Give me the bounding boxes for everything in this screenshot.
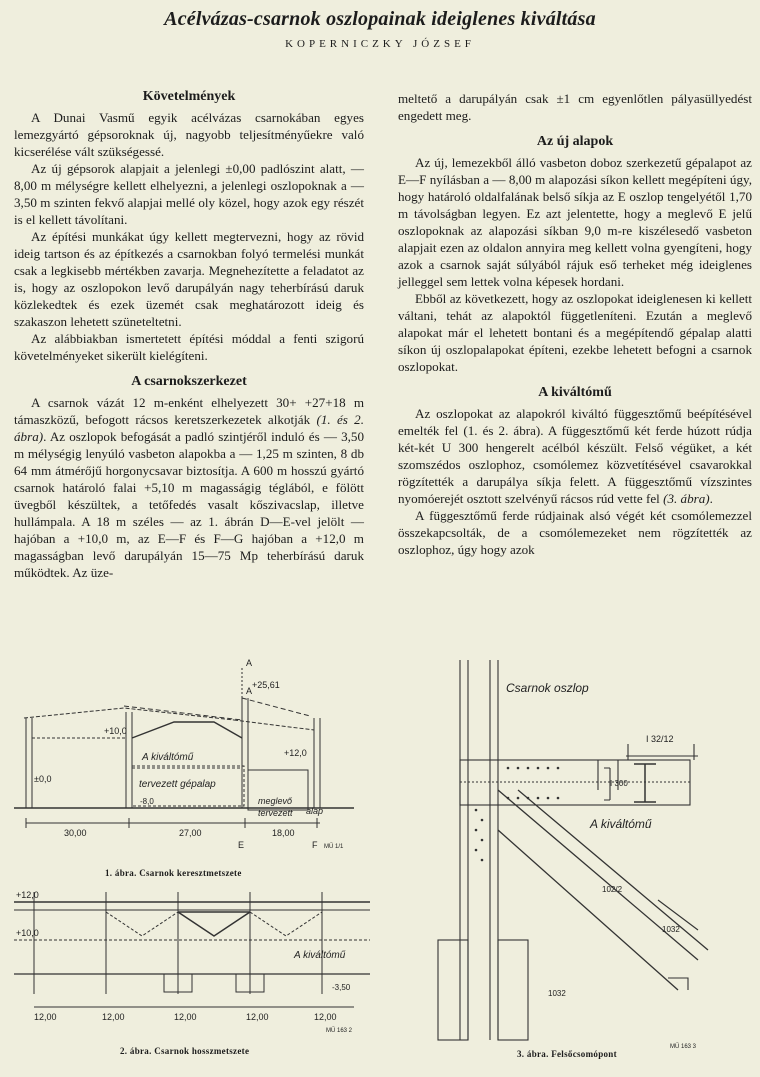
span-label: 12,00 <box>174 1012 197 1022</box>
article-title: Acélvázas-csarnok oszlopainak ideiglenes kiváltása <box>164 8 596 30</box>
gepalap-label: tervezett gépalap <box>139 779 216 790</box>
figure-2-longitudinal-section <box>14 882 370 1038</box>
elevation-label: -3,50 <box>332 983 351 992</box>
elevation-label: +10,0 <box>16 928 39 938</box>
left-column <box>14 88 364 581</box>
paragraph: Az építési munkákat úgy kellett megtervezni, hogy az rövid ideig tartson és az építkezés a csarnokban folyó termelési munkát csak a legkisebb mértékben zavarja. Megnehezítette a feladatot az is, hogy az oszlopokon levő darupályán nagy teherbírású daruk közlekedtek és ezek üzemét csak meghatározott ideig és szakaszon lehetett szüneteltetni. <box>14 229 364 329</box>
article-author: KOPERNICZKY JÓZSEF <box>285 38 475 50</box>
kivaltomu-label: A kiváltómű <box>294 950 346 961</box>
span-label: 12,00 <box>34 1012 57 1022</box>
text-run: . <box>709 491 713 506</box>
tervezett-label: tervezett <box>258 808 293 818</box>
dimension-label: 27,00 <box>179 828 202 838</box>
figure-stamp: MŰ 163 2 <box>326 1028 353 1034</box>
paragraph: A Dunai Vasmű egyik acélvázas csarnokában egyes lemezgyártó gépsoroknak új, nagyobb teljesítményűekre való kicserélése vált szükségessé. <box>14 110 364 159</box>
section-heading-requirements: Követelmények <box>142 89 236 104</box>
profile-label: I 32/12 <box>646 734 674 744</box>
meglevo-label: meglevő <box>258 796 293 806</box>
figure-1-cross-section <box>14 658 370 868</box>
axis-label: F <box>312 840 318 850</box>
profile-label: I 300 <box>610 779 628 788</box>
paragraph: Az új, lemezekből álló vasbeton doboz szerkezetű gépalapot az E—F nyílásban a — 8,00 m alapozási síkon kellett megépíteni úgy, hogy határoló oldalfalának belső síkja az E oszlop tengelyétől 1,70 m távolságban legyen. Ez azt jelentette, hogy a meglevő E jelű oszlopoknak az alapozási síkban 9,0 m-re kiszélesedő vasbeton alapjait ezen az oldalon annyira meg kellett volna gyengíteni, hogy azok a csarnok saját súlyából rájuk eső terheket még ideiglenes jelleggel sem lettek volna képesek hordani. <box>398 155 752 289</box>
elevation-label: +10,0 <box>104 726 127 736</box>
figure-2-caption: 2. ábra. Csarnok hosszmetszete <box>120 1046 250 1056</box>
dimension-label: 18,00 <box>272 828 295 838</box>
paragraph: Ebből az következett, hogy az oszlopokat ideiglenesen ki kellett váltani, tehát az alapoktól függetleníteni. Ezután a meglevő alapokat már el lehetett bontani és a megépítendő gépalap alatti síkon új oszlopalapokat építeni, ezekbe lehetett befogni a csarnok oszlopokat. <box>398 291 752 374</box>
figure-stamp: MŰ 163 3 <box>670 1044 697 1050</box>
figure-reference: (3. ábra) <box>663 491 710 506</box>
figure-stamp: MŰ 1/1 <box>324 844 344 850</box>
paragraph: Az új gépsorok alapjait a jelenlegi ±0,00 padlószint alatt, — 8,00 m mélységre kellett elhelyezni, a jelenlegi oszlopoknak a —3,50 m szinten fekvő alapjai mellé oly közel, hogy azok egy részét is el kellett távolítani. <box>14 161 364 227</box>
column-label: Csarnok oszlop <box>506 681 589 695</box>
span-label: 12,00 <box>102 1012 125 1022</box>
section-heading-new-foundations: Az új alapok <box>536 134 614 149</box>
paragraph <box>14 394 364 581</box>
paragraph-continued: meltető a darupályán csak ±1 cm egyenlőtlen pályasüllyedést engedett meg. <box>398 91 752 123</box>
span-label: 12,00 <box>314 1012 337 1022</box>
elevation-label: +25,61 <box>252 680 280 690</box>
text-run: A csarnok vázát 12 m-enként elhelyezett 30+ +27+18 m támaszközű, befogott rácsos keretszerkezetek alkotják <box>14 395 364 427</box>
profile-label: 102/2 <box>602 885 623 894</box>
text-run: . Az oszlopok befogását a padló szintjéről induló és — 3,50 m mélységig lenyúló vasbeton alapokba a — 1,25 m szinten, 8 db 64 mm átmérőjű horgonycsavar biztosítja. A 600 m hosszú gyártó csarnok határoló falai +5,10 m magasságig téglából, e fölött üvegből készültek, a tetőfedés vasalt kőszivacslap, illetve hullámpala. A 18 m széles — az 1. ábrán D—E-vel jelölt — hajóban a +10,0 m, az E—F és F—G hajóban a +12,0 m magasságban levő darupályán 15—75 Mp teherbírású daruk működtek. Az üze- <box>14 429 364 580</box>
section-marker-a: A <box>246 658 253 668</box>
figure-reference: (1. és 2. ábra) <box>14 412 364 444</box>
profile-label: 1032 <box>548 989 566 998</box>
elevation-label: ±0,0 <box>34 774 52 784</box>
elevation-label: +12,0 <box>284 748 307 758</box>
paragraph: Az alábbiakban ismertetett építési móddal a fenti szigorú követelményeket sikerült kielégíteni. <box>14 331 364 363</box>
figure-1-caption: 1. ábra. Csarnok keresztmetszete <box>105 868 242 878</box>
section-heading-substitution: A kiváltómű <box>538 385 612 400</box>
section-heading-hall-structure: A csarnokszerkezet <box>131 374 247 389</box>
alap-label: alap <box>306 806 324 816</box>
right-column <box>398 90 752 558</box>
span-label: 12,00 <box>246 1012 269 1022</box>
kivaltomu-label: A kiváltómű <box>590 817 652 831</box>
figure-3-caption: 3. ábra. Felsőcsomópont <box>517 1049 617 1059</box>
profile-label: 1032 <box>662 925 680 934</box>
text-run: Az oszlopokat az alapokról kiváltó függesztőmű beépítésével emelték fel (1. és 2. ábra). A függesztőmű két ferde húzott rúdja két-két U 300 hengerelt acélból készült. Felső végüket, a két szomszédos oszlophoz, csomólemez közvetítésével csavarokkal rögzítették a darupálya síkja felett. A függesztőmű vízszintes nyomóerejét osztott szelvényű rácsos rúd vette fel <box>398 406 752 506</box>
paragraph: A függesztőmű ferde rúdjainak alsó végét két csomólemezzel összekapcsolták, de a csomólemezeket nem rögzítették az oszlophoz, úgy hogy azok <box>398 508 752 557</box>
dimension-label: 30,00 <box>64 828 87 838</box>
figure-3-upper-node <box>398 660 750 1050</box>
kivaltomu-label: A kiváltómű <box>142 752 194 763</box>
paragraph <box>398 405 752 507</box>
axis-label: E <box>238 840 245 850</box>
elevation-label: +12,0 <box>16 890 39 900</box>
section-marker-a: A <box>246 686 253 696</box>
elevation-label: -8,0 <box>140 797 154 806</box>
